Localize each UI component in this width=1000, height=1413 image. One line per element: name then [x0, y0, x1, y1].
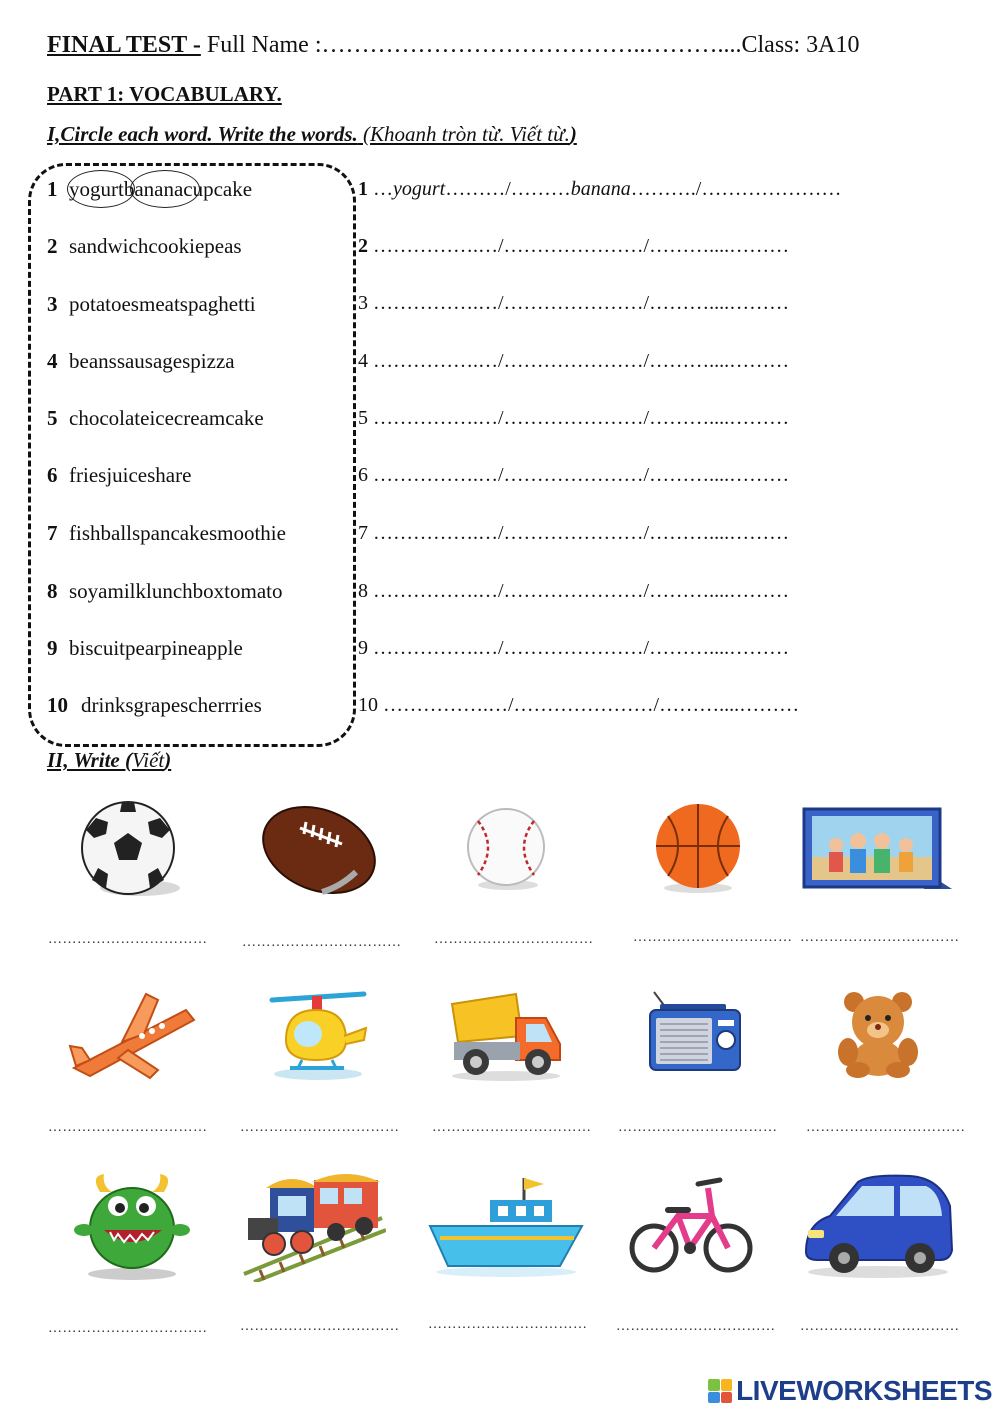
answer-row-1[interactable]: 1 …yogurt………/………banana………./………………… [358, 178, 842, 200]
liveworksheets-logo [708, 1375, 992, 1407]
car-icon [800, 1172, 956, 1280]
puzzle-row-8: 8 soyamilklunchboxtomato [47, 579, 283, 603]
plane-icon [66, 990, 198, 1080]
teddy-bear-icon [830, 990, 926, 1078]
train-icon [240, 1170, 386, 1282]
answer-row-10[interactable]: 10 …………….…/…………………/………....……… [358, 694, 800, 716]
worksheet-header [47, 32, 860, 59]
answer-line[interactable]: …………………………… [432, 1120, 592, 1135]
circle-mark [67, 170, 135, 208]
puzzle-row-3: 3 potatoesmeatspaghetti [47, 292, 256, 316]
answer-line[interactable]: …………………………… [48, 1120, 208, 1135]
puzzle-row-4: 4 beanssausagespizza [47, 349, 235, 373]
answer-row-7[interactable]: 7 …………….…/…………………/………....……… [358, 522, 790, 544]
radio-icon [646, 990, 744, 1074]
monster-icon [74, 1170, 190, 1282]
logo-icon [708, 1379, 732, 1403]
soccer-ball-icon [78, 798, 186, 902]
basketball-icon [650, 802, 746, 894]
puzzle-row-6: 6 friesjuiceshare [47, 463, 192, 487]
puzzle-row-2: 2 sandwichcookiepeas [47, 234, 242, 258]
answer-line[interactable]: …………………………… [434, 932, 594, 947]
boat-icon [428, 1172, 584, 1278]
truck-icon [446, 988, 566, 1082]
baseball-icon [462, 805, 550, 893]
answer-line[interactable]: …………………………… [800, 930, 960, 945]
answer-line[interactable]: …………………………… [616, 1319, 776, 1334]
puzzle-text: friesjuiceshare [69, 463, 192, 487]
answer-word: yogurt [393, 178, 446, 200]
puzzle-text: biscuitpearpineapple [69, 636, 243, 660]
test-title: FINAL TEST - [47, 32, 201, 58]
answer-line[interactable]: …………………………… [800, 1319, 960, 1334]
puzzle-row-5: 5 chocolateicecreamcake [47, 406, 264, 430]
puzzle-text: sandwichcookiepeas [69, 234, 242, 258]
answer-row-6[interactable]: 6 …………….…/…………………/………....……… [358, 464, 790, 486]
puzzle-text: soyamilklunchboxtomato [69, 579, 283, 603]
answer-line[interactable]: …………………………… [806, 1120, 966, 1135]
answer-row-2[interactable]: 2 …………….…/…………………/………....……… [358, 235, 790, 257]
answer-line[interactable]: …………………………… [240, 1319, 400, 1334]
class-label: Class: 3A10 [741, 32, 860, 58]
answer-line[interactable]: …………………………… [48, 932, 208, 947]
section-2-title: II, Write (Viết) [47, 748, 172, 772]
answer-row-4[interactable]: 4 …………….…/…………………/………....……… [358, 350, 790, 372]
section-1-instruction: I,Circle each word. Write the words. (Khoanh tròn từ. Viết từ.) [47, 122, 577, 146]
answer-line[interactable]: …………………………… [242, 935, 402, 950]
puzzle-text: fishballspancakesmoothie [69, 521, 286, 545]
puzzle-text: drinksgrapescherrries [81, 693, 262, 717]
answer-row-8[interactable]: 8 …………….…/…………………/………....……… [358, 580, 790, 602]
photo-frame-icon [800, 805, 956, 893]
answer-row-3[interactable]: 3 …………….…/…………………/………....……… [358, 292, 790, 314]
answer-line[interactable]: …………………………… [428, 1317, 588, 1332]
answer-line[interactable]: …………………………… [618, 1120, 778, 1135]
puzzle-text: yogurtbananacupcake [69, 177, 253, 201]
logo-text: LIVEWORKSHEETS [736, 1375, 992, 1406]
full-name-field[interactable]: Full Name :…………………………………..……….... [200, 32, 742, 58]
circle-mark [130, 170, 200, 208]
answer-row-5[interactable]: 5 …………….…/…………………/………....……… [358, 407, 790, 429]
answer-line[interactable]: …………………………… [48, 1321, 208, 1336]
helicopter-icon [266, 988, 370, 1082]
part-title: PART 1: VOCABULARY. [47, 82, 282, 106]
answer-row-9[interactable]: 9 …………….…/…………………/………....……… [358, 637, 790, 659]
puzzle-text: potatoesmeatspaghetti [69, 292, 256, 316]
puzzle-row-9: 9 biscuitpearpineapple [47, 636, 243, 660]
puzzle-text: beanssausagespizza [69, 349, 235, 373]
puzzle-text: chocolateicecreamcake [69, 406, 264, 430]
bike-icon [628, 1172, 754, 1276]
puzzle-row-7: 7 fishballspancakesmoothie [47, 521, 286, 545]
answer-line[interactable]: …………………………… [240, 1120, 400, 1135]
rugby-ball-icon [260, 802, 378, 898]
puzzle-row-1: 1 yogurtbananacupcake [47, 177, 253, 201]
answer-word: banana [570, 178, 631, 200]
answer-line[interactable]: …………………………… [633, 930, 793, 945]
puzzle-row-10: 10 drinksgrapescherrries [47, 693, 262, 717]
